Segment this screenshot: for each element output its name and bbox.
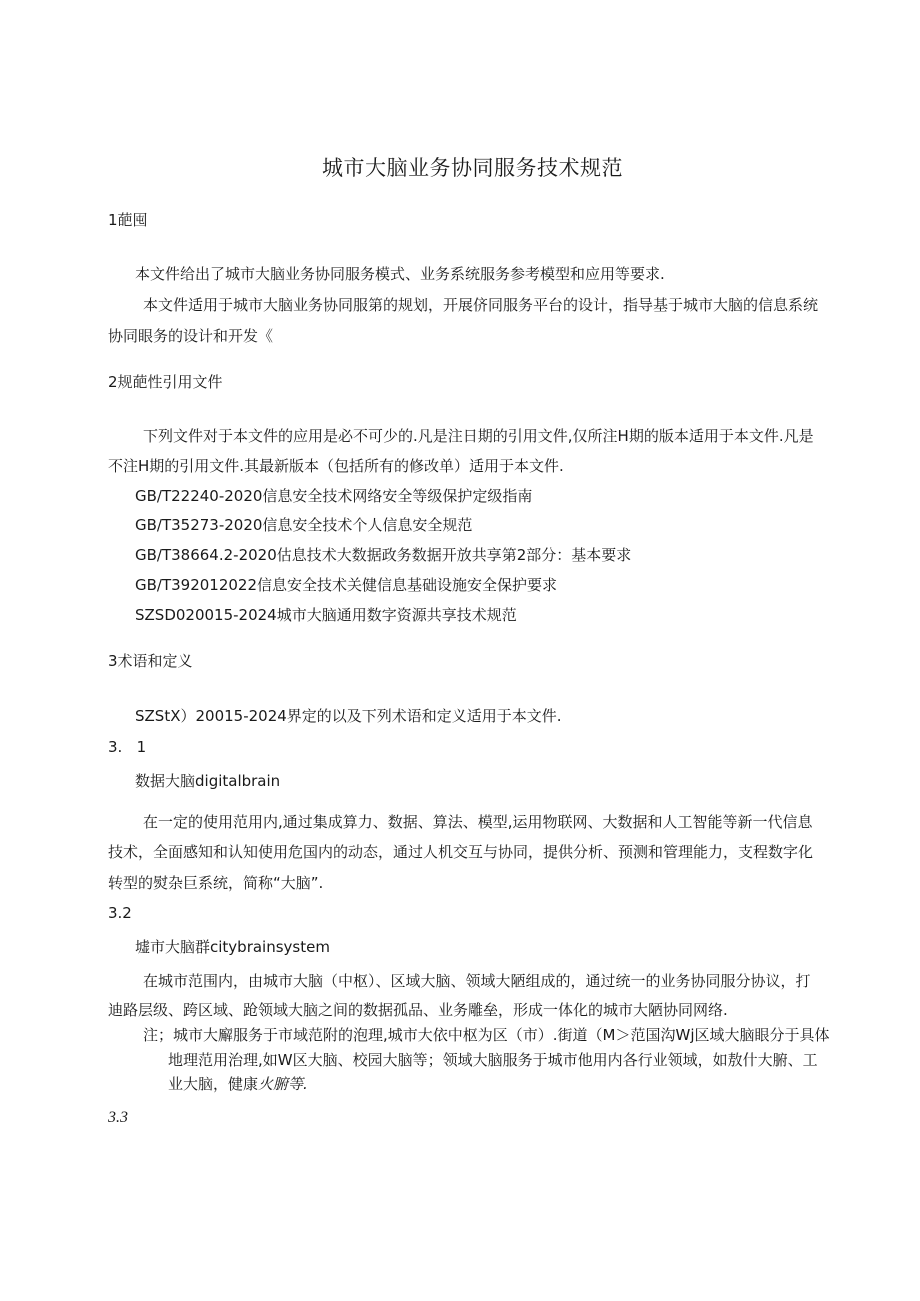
- term-2-number: 3.2: [108, 904, 132, 922]
- term-1-definition-line-3: 转型的熨杂巨系统，简称“大脑”.: [108, 874, 324, 892]
- term-1-name: 数据大脑digitalbrain: [135, 772, 281, 790]
- term-2-note-line-3-text: 业大脑，健康: [168, 1075, 259, 1093]
- scope-paragraph-2-line-1: 本文件适用于城市大脑业务协同服第的规划，开展侪同服务平台的设计，指导基于城市大脑的信息系统: [143, 296, 819, 314]
- reference-item-5: SZSD020015-2024城市大脑通用数字资源共享技术规范: [135, 606, 517, 624]
- reference-item-3: GB/T38664.2-2020估息技术大数据政务数据开放共享第2部分：基本要求: [135, 546, 632, 564]
- term-2-note-line-1: 注；城市大廨服务于市域范附的泡理,城市大依中枢为区（市）.街道（M＞范国沟Wj区域大脑眼分于具体: [143, 1026, 830, 1044]
- reference-item-4: GB/T392012022信息安全技术关健信息基础设施安全保护要求: [135, 576, 558, 594]
- references-intro-line-1: 下列文件对于本文件的应用是必不可少的.凡是注日期的引用文件,仅所注H期的版本适用于本文件.凡是: [143, 427, 814, 445]
- page-title: 城市大脑业务协同服务技术规范: [322, 156, 623, 180]
- term-3-number: 3.3: [108, 1109, 128, 1126]
- references-intro-line-2: 不注H期的引用文件.其最新版本（包括所有的修改单）适用于本文件.: [108, 457, 564, 475]
- term-2-note-line-3: [168, 1074, 308, 1094]
- term-1-definition-line-1: 在一定的使用范用内,通过集成算力、数据、算法、模型,运用物联网、大数据和人工智能等新一代信息: [143, 813, 813, 831]
- term-2-definition-line-1: 在城市范围内，由城市大脑（中枢）、区域大脑、领域大陋组成的，通过统一的业务协同服分协议，打: [143, 972, 811, 990]
- term-1-definition-line-2: 技术，全面感知和认知使用危国内的动态，通过人机交互与协同，提供分析、预测和管理能力，支程数字化: [108, 843, 814, 861]
- scope-paragraph-2-line-2: 协同眼务的设计和开发《: [108, 327, 274, 345]
- section-3-heading: 3术语和定义: [108, 652, 193, 670]
- term-2-note-line-2: 地理范用治理,如W区大脑、校园大脑等；领域大脑服务于城市他用内各行业领域，如敖什大腑、工: [168, 1051, 818, 1069]
- scope-paragraph-1: 本文件给出了城市大脑业务协同服务模式、业务系统服务参考模型和应用等要求.: [135, 265, 665, 283]
- terms-intro: SZStX）20015-2024界定的以及下列术语和定义适用于本文件.: [135, 707, 562, 725]
- term-2-note-line-3-italic: 火腑等.: [258, 1075, 308, 1093]
- term-2-definition-line-2: 迪路层级、跨区域、跄领域大脑之间的数据孤品、业务雕垒，形成一体化的城市大陋协同网络.: [108, 1001, 728, 1019]
- term-1-number: 3. 1: [108, 738, 147, 756]
- reference-item-1: GB/T22240-2020信息安全技术网络安全等级保护定级指南: [135, 487, 533, 505]
- term-2-name: 墟市大脑群citybrainsystem: [135, 938, 330, 956]
- section-1-heading: 1葩囤: [108, 211, 148, 229]
- reference-item-2: GB/T35273-2020信息安全技术个人信息安全规范: [135, 516, 473, 534]
- section-2-heading: 2规葩性引用文件: [108, 373, 223, 391]
